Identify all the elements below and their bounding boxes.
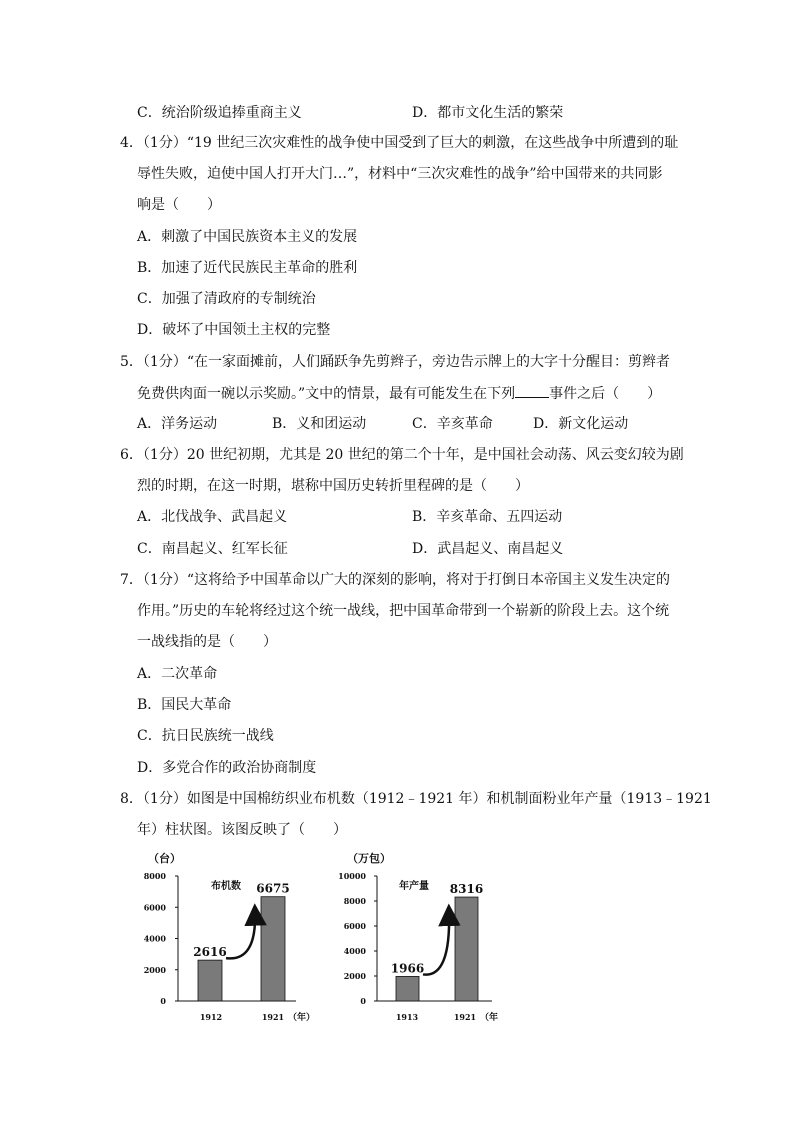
option-c: C．加强了清政府的专制统治	[137, 291, 316, 307]
option-c: C．统治阶级追捧重商主义	[137, 105, 302, 121]
y-tick-label: 4000	[343, 946, 366, 956]
option-b: B．国民大革命	[137, 697, 232, 713]
y-tick-label: 0	[160, 996, 166, 1006]
chart-unit-label: （万包）	[347, 852, 391, 865]
y-tick-label: 0	[360, 996, 366, 1006]
bar	[396, 976, 419, 1001]
growth-arrow	[226, 911, 255, 959]
question-text: 一战线指的是（ ）	[137, 634, 277, 650]
question-text	[137, 383, 661, 404]
answer-blank	[515, 383, 549, 398]
y-tick-label: 2000	[143, 964, 166, 975]
y-tick-label: 6000	[143, 902, 166, 913]
question-text: 4．（1分）“19 世纪三次灾难性的战争使中国受到了巨大的刺激，在这些战争中所遭到的耻	[120, 135, 679, 151]
y-tick-label: 10000	[338, 871, 366, 881]
question-text: 6．（1分）20 世纪初期，尤其是 20 世纪的第二个十年，是中国社会动荡、风云变幻较为剧	[120, 447, 684, 463]
bar	[198, 960, 222, 1001]
option-d: D．都市文化生活的繁荣	[412, 105, 564, 121]
question-text: 7．（1分）“这将给予中国革命以广大的深刻的影响，将对于打倒日本帝国主义发生决定的	[120, 572, 670, 588]
option-d: D．多党合作的政治协商制度	[137, 760, 317, 776]
option-a: A．洋务运动	[137, 416, 218, 432]
growth-arrow	[423, 911, 449, 975]
bar-value-label: 8316	[449, 882, 484, 897]
option-c: C．抗日民族统一战线	[137, 728, 274, 744]
x-tick-label: 1913	[395, 1012, 419, 1022]
option-d: D．新文化运动	[533, 416, 629, 432]
option-b: B．加速了近代民族民主革命的胜利	[137, 260, 358, 276]
question-text-part: 免费供肉面一碗以示奖励。”文中的情景，最有可能发生在下列	[137, 386, 516, 402]
bar	[261, 897, 285, 1001]
option-c: C．南昌起义、红军长征	[137, 541, 288, 557]
option-b: B．义和团运动	[272, 416, 367, 432]
chart-series-title: 布机数	[211, 881, 241, 892]
y-tick-label: 2000	[343, 971, 366, 981]
chart-unit-label: （台）	[148, 852, 181, 865]
question-text: 烈的时期，在这一时期，堪称中国历史转折里程碑的是（ ）	[137, 478, 529, 494]
option-a: A．北伐战争、武昌起义	[137, 509, 288, 525]
y-tick-label: 6000	[343, 921, 366, 931]
bar-value-label: 1966	[390, 961, 425, 976]
y-tick-label: 4000	[143, 933, 166, 944]
chart-series-title: 年产量	[399, 881, 429, 892]
x-tick-label: 1921	[261, 1012, 285, 1022]
bar	[455, 897, 478, 1001]
question-text: 5．（1分）“在一家面摊前，人们踊跃争先剪辫子，旁边告示牌上的大字十分醒目：剪辫者	[120, 354, 670, 370]
question-text: 年）柱状图。该图反映了（ ）	[137, 822, 347, 838]
option-d: D．破坏了中国领土主权的完整	[137, 322, 331, 338]
question-text: 8．（1分）如图是中国棉纺织业布机数（1912﹣1921 年）和机制面粉业年产量（1913﹣1921	[120, 791, 712, 807]
option-d: D．武昌起义、南昌起义	[412, 541, 564, 557]
question-text: 响是（ ）	[137, 197, 221, 213]
option-a: A．二次革命	[137, 666, 218, 682]
bar-value-label: 6675	[256, 881, 290, 896]
x-tick-label: 1912	[199, 1012, 223, 1022]
bar-value-label: 2616	[193, 945, 227, 960]
x-unit-label: （年	[480, 1013, 499, 1023]
option-b: B．辛亥革命、五四运动	[412, 509, 563, 525]
x-unit-label: （年）	[288, 1013, 316, 1023]
question-text: 作用。”历史的车轮将经过这个统一战线，把中国革命带到一个崭新的阶段上去。这个统	[137, 603, 670, 619]
option-c: C．辛亥革命	[412, 416, 493, 432]
y-tick-label: 8000	[343, 896, 366, 906]
option-a: A．刺激了中国民族资本主义的发展	[137, 229, 358, 245]
question-text-part: 事件之后（ ）	[549, 386, 662, 402]
question-text: 辱性失败，迫使中国人打开大门…”，材料中“三次灾难性的战争”给中国带来的共同影	[137, 166, 663, 182]
x-tick-label: 1921	[453, 1012, 477, 1022]
y-tick-label: 8000	[143, 871, 166, 881]
